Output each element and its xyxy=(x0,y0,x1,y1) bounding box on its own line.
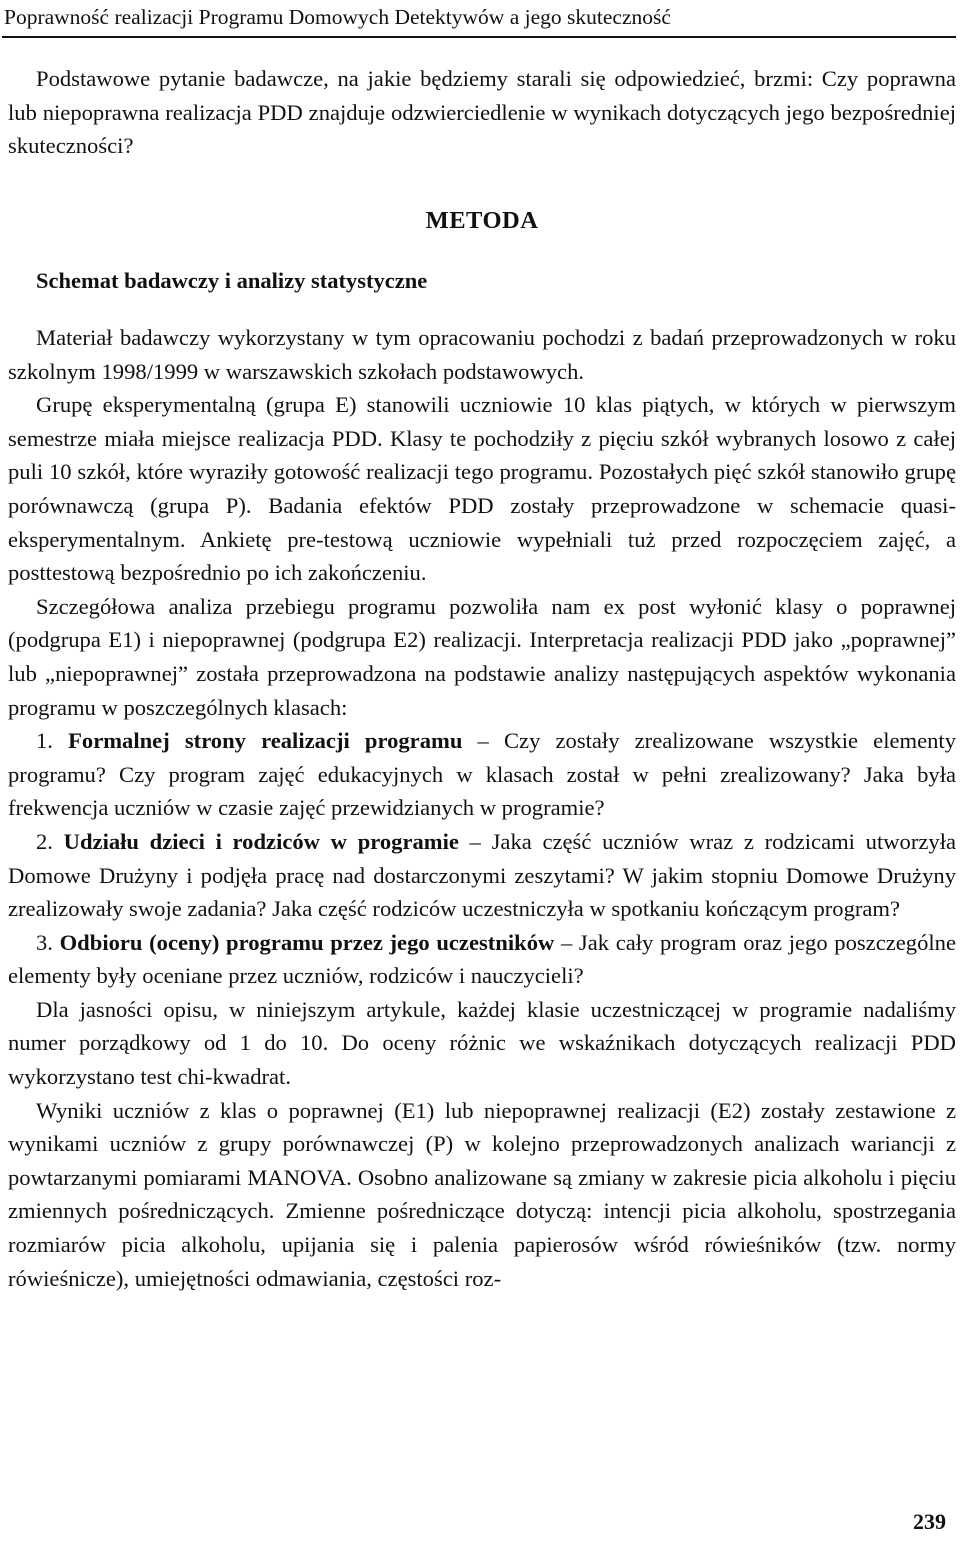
section-subtitle: Schemat badawczy i analizy statystyczne xyxy=(36,268,428,293)
list-item-number: 1. xyxy=(36,728,53,754)
research-question-paragraph: Podstawowe pytanie badawcze, na jakie będziemy starali się odpowiedzieć, brzmi: Czy poprawna lub niepoprawna realizacja PDD znajduje odzwierciedlenie w wynikach dotyczących jego bezpośredniej skuteczności? xyxy=(8,66,956,159)
list-item-number: 3. xyxy=(36,929,53,955)
spacer xyxy=(8,299,956,321)
list-item-text: – Jak cały program oraz jego poszczególne elementy były oceniane przez uczniów, rodziców i nauczycieli? xyxy=(8,929,956,989)
list-item-label: Odbioru (oceny) programu przez jego uczestników xyxy=(59,929,555,955)
page-number: 239 xyxy=(913,1509,946,1534)
list-item-label: Formalnej strony realizacji programu xyxy=(68,728,463,754)
section-title: METODA xyxy=(425,207,539,234)
header-rule xyxy=(2,36,956,38)
list-item xyxy=(8,724,956,825)
list-item xyxy=(8,926,956,993)
list-item xyxy=(8,825,956,926)
list-item-text: – Jaka część uczniów wraz z rodzicami utworzyła Domowe Drużyny i podjęła pracę nad dostarczonymi zeszytami? W jakim stopniu Domowe Drużyny zrealizowały swoje zadania? Jaka część rodziców uczestniczyła w spotkaniu kończącym program? xyxy=(8,828,956,922)
running-header: Poprawność realizacji Programu Domowych Detektywów a jego skuteczność xyxy=(4,5,671,29)
list-item-number: 2. xyxy=(36,828,53,854)
paragraph-experimental-group: Grupę eksperymentalną (grupa E) stanowili uczniowie 10 klas piątych, w których w pierwszym semestrze miała miejsce realizacja PDD. Klasy te pochodziły z pięciu szkół wybranych losowo z całej puli 10 szkół, które wyraziły gotowość realizacji tego programu. Pozostałych pięć szkół stanowiło grupę porównawczą (grupa P). Badania efektów PDD zostały przeprowadzone w schemacie quasi-eksperymentalnym. Ankietę pre-testową uczniowie wypełniali tuż przed rozpoczęciem zajęć, a posttestową bezpośrednio po ich zakończeniu. xyxy=(8,392,956,586)
paragraph-detailed-analysis: Szczegółowa analiza przebiegu programu pozwoliła nam ex post wyłonić klasy o poprawnej (podgrupa E1) i niepoprawnej (podgrupa E2) realizacji. Interpretacja realizacji PDD jako „poprawnej” lub „niepoprawnej” została przeprowadzona na podstawie analizy następujących aspektów wykonania programu w poszczególnych klasach: xyxy=(8,593,956,720)
list-item-text: – Czy zostały zrealizowane wszystkie elementy programu? Czy program zajęć edukacyjnych w klasach został w pełni zrealizowany? Jaka była frekwencja uczniów w czasie zajęć przewidzianych w programie? xyxy=(8,728,956,821)
paragraph-numbering: Dla jasności opisu, w niniejszym artykule, każdej klasie uczestniczącej w programie nadaliśmy numer porządkowy od 1 do 10. Do oceny różnic we wskaźnikach dotyczących realizacji PDD wykorzystano test chi-kwadrat. xyxy=(8,996,956,1090)
body-text xyxy=(8,62,956,1295)
paragraph-results: Wyniki uczniów z klas o poprawnej (E1) lub niepoprawnej realizacji (E2) zostały zestawione z wynikami uczniów z grupy porównawczej (P) w kolejno przeprowadzonych analizach wariancji z powtarzanymi pomiarami MANOVA. Osobno analizowane są zmiany w zakresie picia alkoholu i pięciu zmiennych pośredniczących. Zmienne pośredniczące dotyczą: intencji picia alkoholu, spostrzegania rozmiarów picia alkoholu, upijania się i palenia papierosów wśród rówieśników (tzw. normy rówieśnicze), umiejętności odmawiania, częstości roz- xyxy=(8,1097,956,1291)
list-item-label: Udziału dzieci i rodziców w programie xyxy=(63,828,459,854)
paragraph-research-material: Materiał badawczy wykorzystany w tym opracowaniu pochodzi z badań przeprowadzonych w roku szkolnym 1998/1999 w warszawskich szkołach podstawowych. xyxy=(8,325,956,384)
